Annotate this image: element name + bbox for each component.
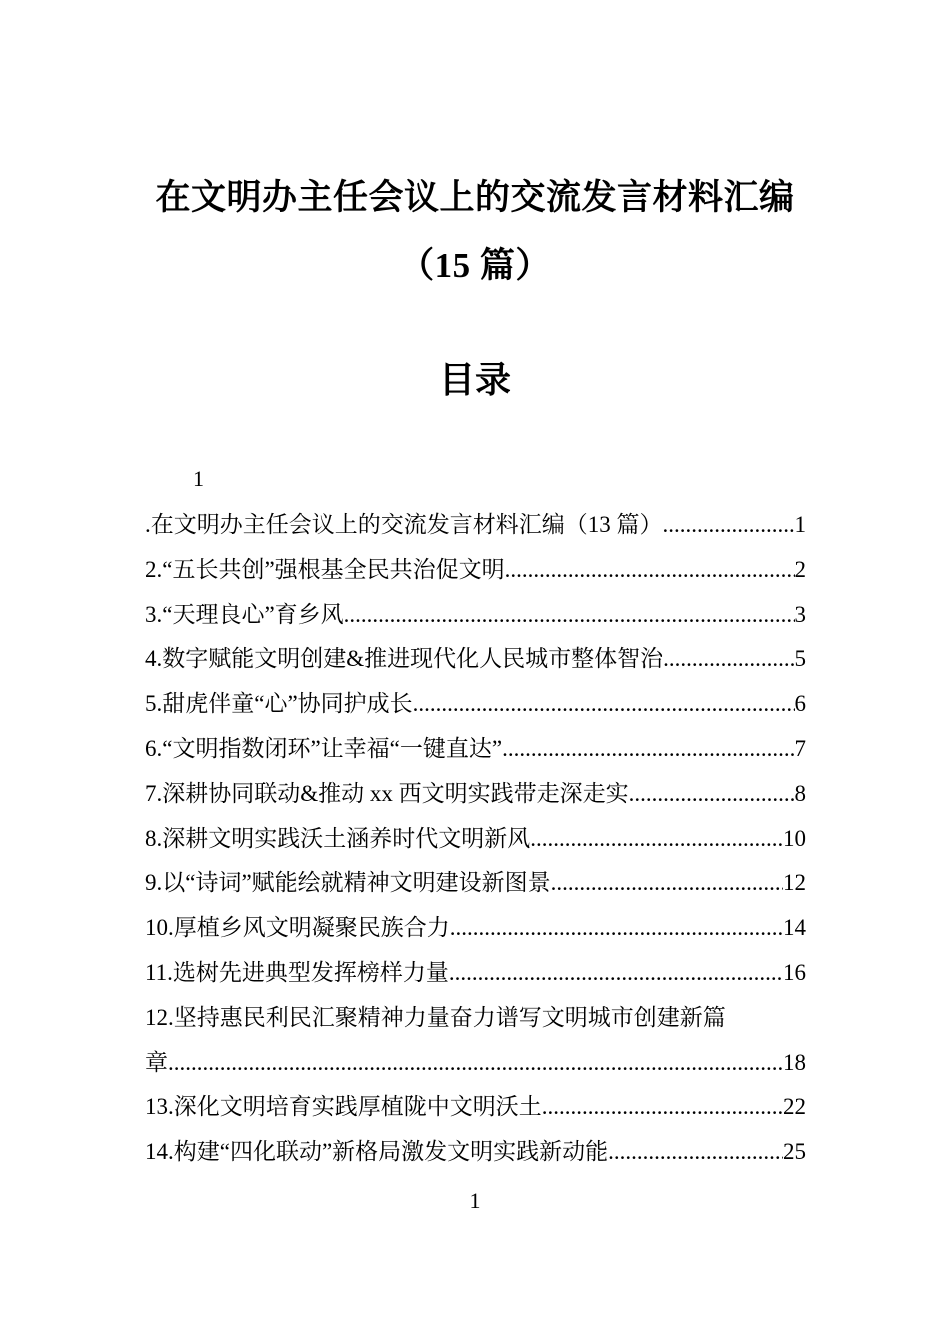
toc-entry-label: 7.深耕协同联动&推动 xx 西文明实践带走深走实 (145, 780, 629, 806)
toc-dot-leader (449, 951, 783, 996)
toc-entry-page: 1 (794, 512, 806, 537)
document-title: 在文明办主任会议上的交流发言材料汇编 (155, 178, 795, 217)
toc-entry[interactable] (145, 906, 806, 951)
toc-dot-leader (168, 1041, 783, 1086)
document-subtitle-count: （15 篇） (399, 246, 551, 285)
toc-entry-label: 3.“天理良心”育乡风 (145, 601, 344, 627)
toc-entry-page: 6 (794, 691, 806, 717)
toc-entry[interactable] (145, 548, 806, 593)
toc-entry-page: 2 (794, 556, 806, 582)
toc-entry-label: 13.深化文明培育实践厚植陇中文明沃土 (145, 1094, 542, 1120)
toc-entry[interactable] (145, 682, 806, 727)
toc-entry-label: 10.厚植乡风文明凝聚民族合力 (145, 915, 450, 941)
toc-entry-page: 10 (783, 825, 806, 851)
toc-dot-leader (450, 906, 783, 951)
toc-entry[interactable] (145, 727, 806, 772)
toc-entry-label: 8.深耕文明实践沃土涵养时代文明新风 (145, 825, 531, 851)
toc-entry-wrapped-line2[interactable] (145, 1041, 806, 1086)
toc-entry[interactable] (145, 637, 806, 682)
toc-entry-label: 14.构建“四化联动”新格局激发文明实践新动能 (145, 1139, 609, 1165)
toc-entry-label: 4.数字赋能文明创建&推进现代化人民城市整体智治 (145, 646, 664, 672)
toc-dot-leader (530, 817, 783, 862)
toc-dot-leader (502, 727, 794, 772)
toc-entry[interactable] (145, 1085, 806, 1130)
toc-entry-page: 16 (783, 959, 806, 985)
toc-entry-label: 11.选树先进典型发挥榜样力量 (145, 959, 449, 985)
toc-entry-page: 3 (794, 601, 806, 627)
toc-entry-page: 22 (783, 1094, 806, 1120)
toc-dot-leader (413, 682, 795, 727)
toc-entry[interactable] (145, 817, 806, 862)
toc-entry-wrapped-line1[interactable] (145, 996, 806, 1041)
toc-dot-leader (505, 548, 795, 593)
toc-entry-label: 5.甜虎伴童“心”协同护成长 (145, 691, 413, 717)
toc-entry-page: 18 (783, 1049, 806, 1075)
toc-entry-label: .在文明办主任会议上的交流发言材料汇编（13 篇） (145, 512, 663, 537)
toc-entry-page: 7 (794, 735, 806, 761)
toc-dot-leader (344, 593, 795, 638)
toc-dot-leader (542, 1085, 783, 1130)
toc-entry-label: 12.坚持惠民利民汇聚精神力量奋力谱写文明城市创建新篇 (145, 1004, 726, 1030)
toc-entry[interactable] (145, 861, 806, 906)
toc-entry-page: 12 (783, 870, 806, 896)
toc-entry-page: 14 (783, 915, 806, 941)
page-number: 1 (469, 1188, 481, 1213)
toc-entry[interactable] (145, 772, 806, 817)
toc-dot-leader (551, 861, 783, 906)
toc-entry-label: 章 (145, 1049, 168, 1075)
toc-dot-leader (629, 772, 795, 817)
toc-entry-page: 8 (794, 780, 806, 806)
toc-entry-page: 25 (783, 1139, 806, 1165)
toc-entry[interactable] (145, 503, 806, 548)
toc-entry[interactable] (145, 1130, 806, 1175)
toc-entry-label: 9.以“诗词”赋能绘就精神文明建设新图景 (145, 870, 551, 896)
table-of-contents (145, 503, 806, 1175)
toc-stray-number: 1 (193, 466, 204, 491)
toc-dot-leader (663, 637, 794, 682)
toc-entry[interactable] (145, 593, 806, 638)
toc-entry-label: 6.“文明指数闭环”让幸福“一键直达” (145, 735, 503, 761)
toc-entry-label: 2.“五长共创”强根基全民共治促文明 (145, 556, 505, 582)
toc-entry[interactable] (145, 951, 806, 996)
toc-dot-leader (608, 1130, 783, 1175)
toc-dot-leader (663, 503, 795, 548)
toc-heading: 目录 (438, 360, 511, 400)
toc-entry-page: 5 (794, 646, 806, 672)
